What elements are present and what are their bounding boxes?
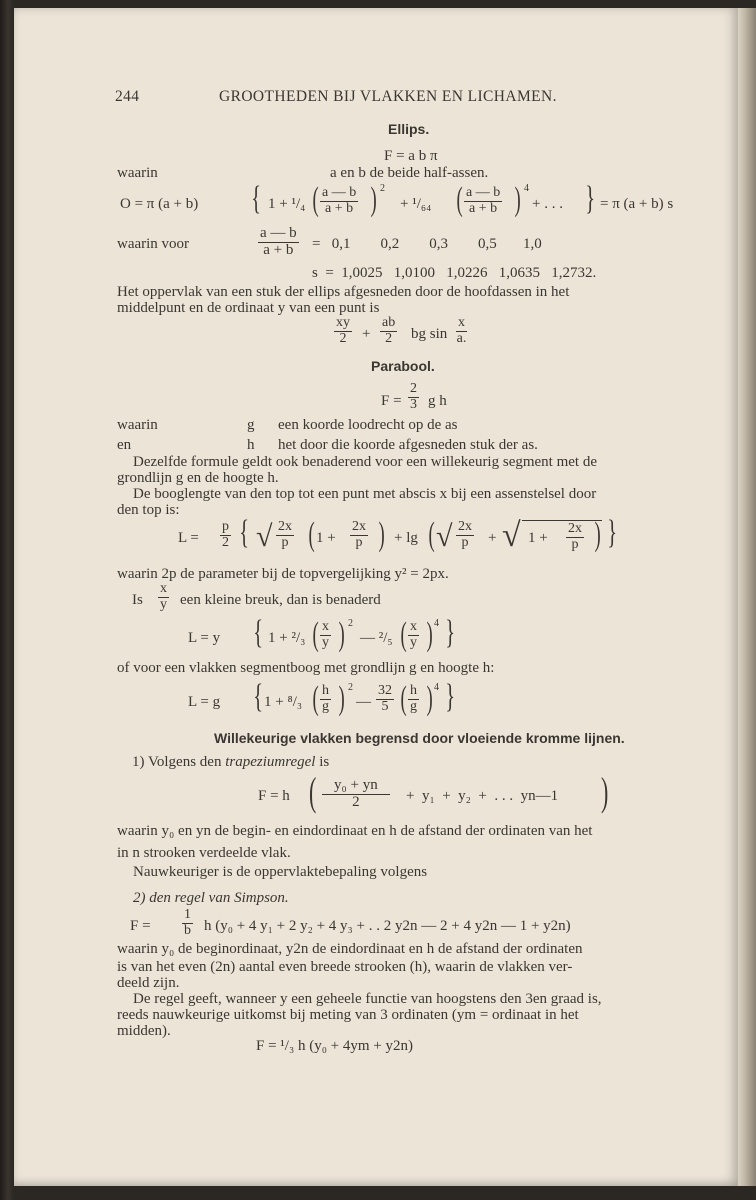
plus-sign: + bbox=[488, 530, 497, 546]
left-brace: { bbox=[253, 678, 264, 715]
left-brace: { bbox=[253, 614, 264, 651]
is-label: Is bbox=[132, 592, 143, 608]
item-1: 1) Volgens den trapeziumregel is bbox=[132, 754, 330, 770]
formula-lhs: L = g bbox=[188, 694, 221, 710]
term-minus: — bbox=[356, 694, 371, 710]
running-title: GROOTHEDEN BIJ VLAKKEN EN LICHAMEN. bbox=[219, 88, 557, 105]
sqrt-sign: √ bbox=[436, 520, 453, 553]
item-2: 2) den regel van Simpson. bbox=[133, 890, 289, 906]
fraction-2x-p: $\frac{2x}{p}$ bbox=[458, 519, 472, 550]
formula-rhs: = π (a + b) s bbox=[600, 196, 674, 212]
waarin-voor-label: waarin voor bbox=[117, 236, 190, 252]
formula-F: F = bbox=[381, 393, 402, 409]
right-brace: } bbox=[445, 614, 456, 651]
paragraph-line: is van het even (2n) aantal even breede strooken (h), waarin de vlakken ver- bbox=[117, 959, 573, 975]
term-minus: — ²/₅ bbox=[360, 630, 393, 646]
paragraph-line: of voor een vlakken segmentboog met grondlijn g en hoogte h: bbox=[117, 660, 495, 676]
exponent: 4 bbox=[434, 618, 439, 629]
fraction-2x-p: $\frac{2x}{p}$ bbox=[352, 519, 366, 550]
fraction-y0-yn: $\frac{\text{y₀ + yn}}{2}$ bbox=[322, 778, 390, 811]
formula-lhs: F = bbox=[130, 918, 151, 934]
formula-term-one: 1 + ¹/₄ bbox=[268, 196, 306, 212]
fraction-1-b: $\frac{1}{b}$ bbox=[184, 907, 191, 938]
plus-sign: + bbox=[362, 326, 371, 342]
formula-lhs: F = h bbox=[258, 788, 290, 804]
right-paren: ) bbox=[594, 516, 601, 553]
fraction-x-y: $\frac{x}{y}$ bbox=[160, 581, 167, 612]
formula-lhs: O = π (a + b) bbox=[120, 196, 199, 212]
left-paren: ( bbox=[308, 769, 317, 814]
paragraph-line: waarin 2p de parameter bij de topvergelijking y² = 2px. bbox=[117, 566, 449, 582]
paragraph-line: middelpunt en de ordinaat y van een punt is bbox=[117, 300, 380, 316]
paragraph-line: reeds nauwkeurige uitkomst bij meting van 3 ordinaten (ym = ordinaat in het bbox=[117, 1007, 579, 1023]
fraction-ab: $\frac{ab}{2}$ bbox=[382, 315, 396, 346]
exponent: 2 bbox=[348, 618, 353, 629]
waarin-text: a en b de beide half-assen. bbox=[330, 165, 489, 181]
page-edge bbox=[738, 8, 756, 1186]
exponent: 2 bbox=[380, 183, 385, 194]
symbol-h: h bbox=[247, 437, 255, 453]
sqrt-sign: √ bbox=[256, 520, 273, 553]
paragraph-line: De regel geeft, wanneer y een geheele functie van hoogstens den 3en graad is, bbox=[133, 991, 602, 1007]
right-paren: ) bbox=[338, 680, 345, 717]
formula-lhs: L = y bbox=[188, 630, 221, 646]
right-paren: ) bbox=[378, 516, 385, 553]
right-brace: } bbox=[607, 514, 618, 551]
one-plus: 1 + bbox=[528, 530, 548, 546]
fraction-32-5: $\frac{32}{5}$ bbox=[378, 683, 392, 714]
paragraph-line: in n strooken verdeelde vlak. bbox=[117, 845, 291, 861]
waarin-label: waarin bbox=[117, 417, 158, 433]
h-definition: het door die koorde afgesneden stuk der as. bbox=[278, 437, 538, 453]
paragraph-line: De booglengte van den top tot een punt met abscis x bij een assenstelsel door bbox=[133, 486, 597, 502]
exponent-4: 4 bbox=[524, 183, 529, 194]
paragraph-line: Het oppervlak van een stuk der ellips afgesneden door de hoofdassen in het bbox=[117, 284, 570, 300]
left-paren: ( bbox=[312, 616, 319, 653]
left-paren: ( bbox=[308, 516, 315, 553]
book-page bbox=[14, 8, 738, 1186]
right-brace: } bbox=[585, 180, 596, 217]
fraction-xa: $\frac{x}{a.}$ bbox=[456, 315, 467, 346]
section-heading-ellips: Ellips. bbox=[388, 121, 430, 137]
formula-gh: g h bbox=[428, 393, 447, 409]
left-brace: { bbox=[239, 514, 250, 551]
sqrt-sign: √ bbox=[502, 517, 521, 554]
fraction-2: $\frac{a — b}{a + b}$ bbox=[466, 185, 501, 216]
formula-tail: + y₁ + y₂ + . . . yn—1 bbox=[406, 788, 559, 804]
formula-final: F = ¹/₃ h (y₀ + 4ym + y2n) bbox=[256, 1038, 414, 1054]
fraction-h-g: $\frac{h}{g}$ bbox=[322, 683, 329, 714]
bgsin: bg sin bbox=[411, 326, 448, 342]
right-paren: ) bbox=[426, 616, 433, 653]
paragraph-line: Nauwkeuriger is de oppervlaktebepaling volgens bbox=[133, 864, 428, 880]
left-brace: { bbox=[251, 180, 262, 217]
formula-ellips-area: F = a b π bbox=[384, 148, 438, 164]
formula-lhs: L = bbox=[178, 530, 199, 546]
left-paren: ( bbox=[312, 680, 319, 717]
paragraph-line: deeld zijn. bbox=[117, 975, 180, 991]
left-paren-2: ( bbox=[456, 181, 463, 218]
fraction-x-y: $\frac{x}{y}$ bbox=[322, 619, 329, 650]
left-paren: ( bbox=[428, 516, 435, 553]
term-one: 1 + ⁸/₃ bbox=[264, 694, 303, 710]
section-heading-parabool: Parabool. bbox=[371, 358, 435, 374]
formula-term-plus: + ¹/₆₄ bbox=[400, 196, 432, 212]
ratio-fraction: $\frac{a — b}{a + b}$ bbox=[260, 225, 297, 258]
fraction-two-thirds: $\frac{2}{3}$ bbox=[410, 381, 417, 412]
ratio-values: = 0,1 0,2 0,3 0,5 1,0 bbox=[312, 236, 542, 252]
formula-tail: + . . . bbox=[532, 196, 563, 212]
exponent: 4 bbox=[434, 682, 439, 693]
en-label: en bbox=[117, 437, 132, 453]
paragraph-line: waarin y₀ en yn de begin- en eindordinaat en h de afstand der ordinaten van het bbox=[117, 823, 593, 839]
left-paren: ( bbox=[312, 181, 319, 218]
term-one: 1 + ²/₃ bbox=[268, 630, 306, 646]
paragraph-line: midden). bbox=[117, 1023, 171, 1039]
paragraph-line: den top is: bbox=[117, 502, 180, 518]
plus-lg: + lg bbox=[394, 530, 418, 546]
exponent: 2 bbox=[348, 682, 353, 693]
formula-rest: h (y₀ + 4 y₁ + 2 y₂ + 4 y₃ + . . 2 y2n — 2 + 4 y2n — 1 + y2n) bbox=[204, 918, 571, 934]
g-definition: een koorde loodrecht op de as bbox=[278, 417, 458, 433]
sqrt-vinculum bbox=[522, 520, 602, 521]
section-heading-willekeurig: Willekeurige vlakken begrensd door vloeiende kromme lijnen. bbox=[214, 730, 625, 746]
fraction-2x-p: $\frac{2x}{p}$ bbox=[568, 521, 582, 552]
right-paren: ) bbox=[426, 680, 433, 717]
fraction: $\frac{a — b}{a + b}$ bbox=[322, 185, 357, 216]
right-paren: ) bbox=[600, 769, 609, 814]
left-paren: ( bbox=[400, 680, 407, 717]
right-paren: ) bbox=[370, 181, 377, 218]
right-paren-2: ) bbox=[514, 181, 521, 218]
fraction-p2: $\frac{p}{2}$ bbox=[222, 519, 229, 550]
one-plus: 1 + bbox=[316, 530, 336, 546]
s-values: s = 1,0025 1,0100 1,0226 1,0635 1,2732. bbox=[312, 265, 597, 281]
paragraph-line: Dezelfde formule geldt ook benaderend voor een willekeurig segment met de bbox=[133, 454, 597, 470]
fraction-x-y: $\frac{x}{y}$ bbox=[410, 619, 417, 650]
left-paren: ( bbox=[400, 616, 407, 653]
waarin-label: waarin bbox=[117, 165, 158, 181]
page-number: 244 bbox=[115, 88, 140, 105]
paragraph-line: waarin y₀ de beginordinaat, y2n de eindordinaat en h de afstand der ordinaten bbox=[117, 941, 583, 957]
right-brace: } bbox=[445, 678, 456, 715]
right-paren: ) bbox=[338, 616, 345, 653]
fraction-h-g: $\frac{h}{g}$ bbox=[410, 683, 417, 714]
fraction-2x-p: $\frac{2x}{p}$ bbox=[278, 519, 292, 550]
paragraph-line: grondlijn g en de hoogte h. bbox=[117, 470, 279, 486]
fraction-xy: $\frac{xy}{2}$ bbox=[336, 315, 350, 346]
kleine-breuk-text: een kleine breuk, dan is benaderd bbox=[180, 592, 381, 608]
symbol-g: g bbox=[247, 417, 255, 433]
